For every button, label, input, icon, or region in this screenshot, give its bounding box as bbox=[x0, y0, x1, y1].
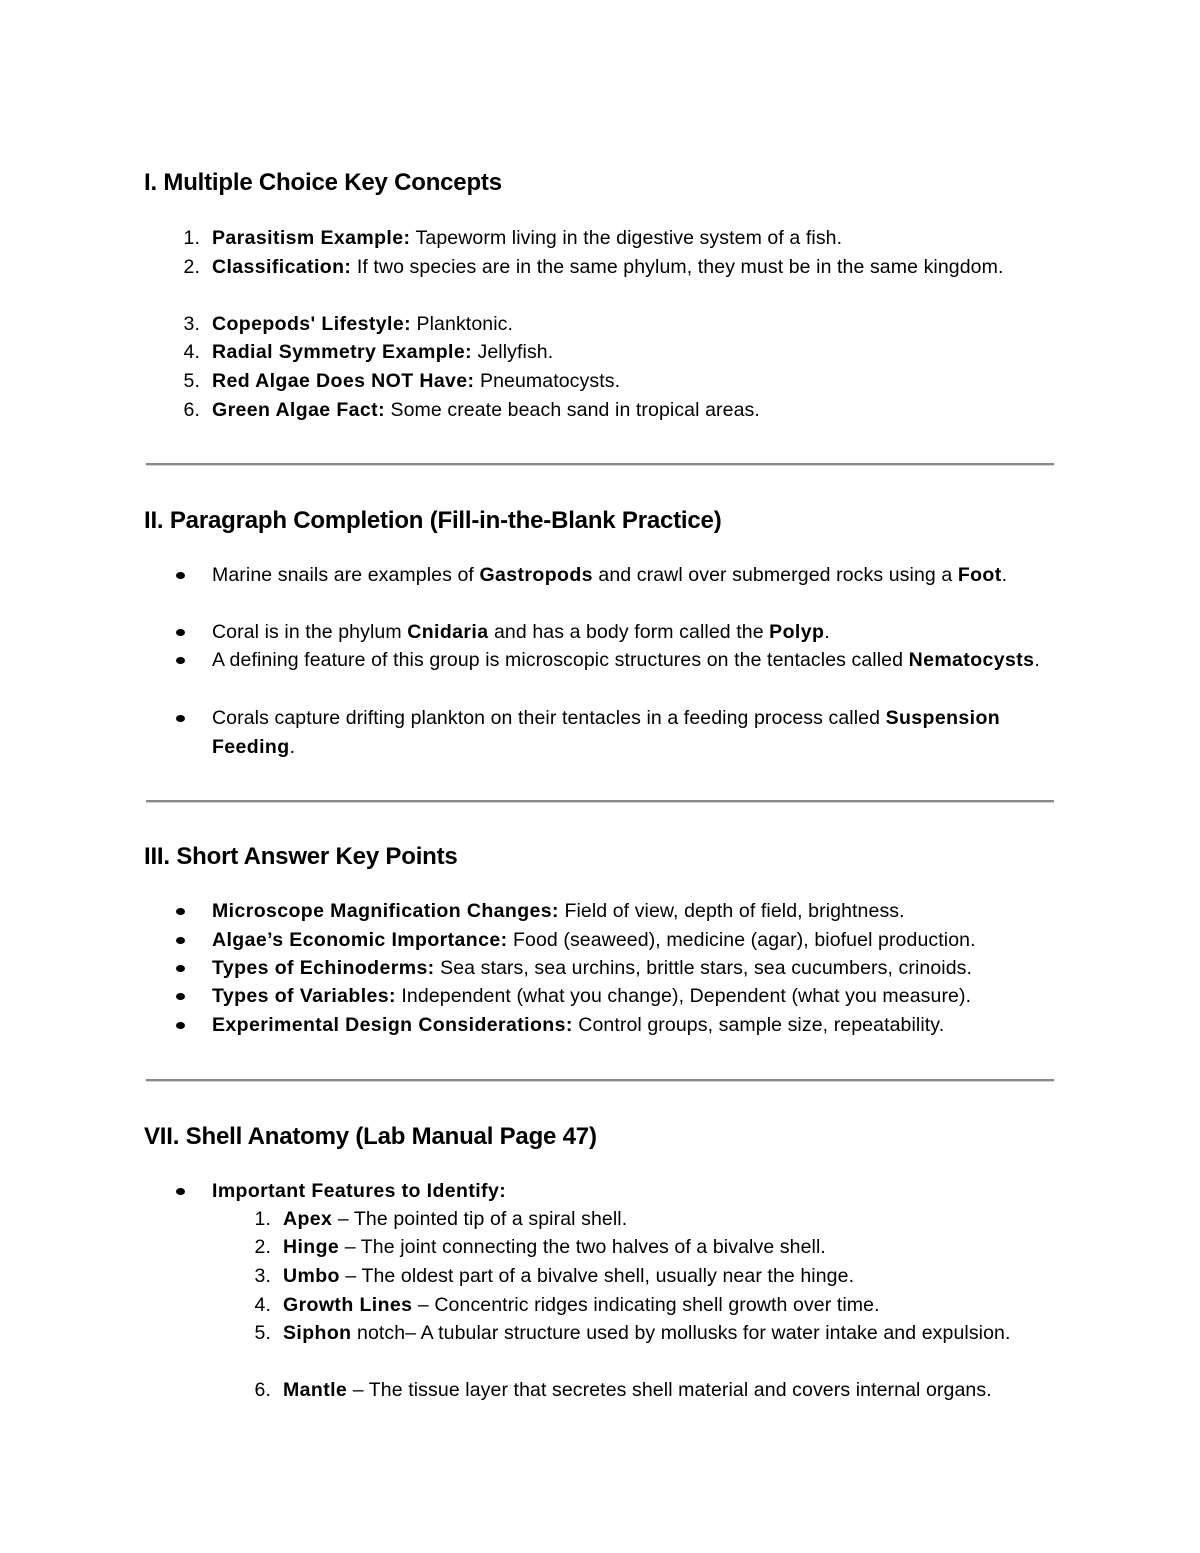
bullet-icon bbox=[176, 908, 185, 915]
sub-list-item: 2. Hinge – The joint connecting the two halves of a bivalve shell. bbox=[254, 1236, 826, 1258]
list-item: Important Features to Identify: bbox=[212, 1177, 1052, 1206]
divider bbox=[146, 1079, 1054, 1082]
list-item: 5. Red Algae Does NOT Have: Pneumatocysts. bbox=[183, 370, 621, 392]
list-item: Coral is in the phylum Cnidaria and has a body form called the Polyp. bbox=[212, 618, 1052, 647]
list-item: Algae’s Economic Importance: Food (seaweed), medicine (agar), biofuel production. bbox=[212, 926, 1052, 955]
section-3-heading: III. Short Answer Key Points bbox=[144, 843, 458, 870]
sub-list-item: 5. Siphon notch– A tubular structure used by mollusks for water intake and expulsion. bbox=[254, 1322, 1011, 1344]
bullet-icon bbox=[176, 572, 185, 579]
list-item: Types of Variables: Independent (what you change), Dependent (what you measure). bbox=[212, 982, 1052, 1011]
bullet-icon bbox=[176, 965, 185, 972]
list-item: A defining feature of this group is microscopic structures on the tentacles called Nematocysts. bbox=[212, 646, 1052, 675]
sub-list-item: 4. Growth Lines – Concentric ridges indicating shell growth over time. bbox=[254, 1294, 880, 1316]
bullet-icon bbox=[176, 993, 185, 1000]
sub-list-item: 6. Mantle – The tissue layer that secretes shell material and covers internal organs. bbox=[254, 1379, 992, 1401]
bullet-icon bbox=[176, 715, 185, 722]
section-2-heading: II. Paragraph Completion (Fill-in-the-Blank Practice) bbox=[144, 507, 722, 534]
list-item: 3. Copepods' Lifestyle: Planktonic. bbox=[183, 313, 514, 335]
bullet-icon bbox=[176, 1188, 185, 1195]
list-item: 1. Parasitism Example: Tapeworm living in the digestive system of a fish. bbox=[183, 227, 843, 249]
divider bbox=[146, 800, 1054, 803]
list-item: Experimental Design Considerations: Control groups, sample size, repeatability. bbox=[212, 1011, 1052, 1040]
sub-list-item: 3. Umbo – The oldest part of a bivalve shell, usually near the hinge. bbox=[254, 1265, 855, 1287]
sub-list-item: 1. Apex – The pointed tip of a spiral shell. bbox=[254, 1208, 628, 1230]
list-item: Types of Echinoderms: Sea stars, sea urchins, brittle stars, sea cucumbers, crinoids. bbox=[212, 954, 1052, 983]
bullet-icon bbox=[176, 937, 185, 944]
section-1-heading: I. Multiple Choice Key Concepts bbox=[144, 169, 502, 196]
list-item: Marine snails are examples of Gastropods and crawl over submerged rocks using a Foot. bbox=[212, 561, 1052, 590]
list-item: 2. Classification: If two species are in the same phylum, they must be in the same kingdom. bbox=[183, 256, 1004, 278]
bullet-icon bbox=[176, 629, 185, 636]
list-item: 4. Radial Symmetry Example: Jellyfish. bbox=[183, 341, 554, 363]
bullet-icon bbox=[176, 657, 185, 664]
section-4-heading: VII. Shell Anatomy (Lab Manual Page 47) bbox=[144, 1123, 597, 1150]
list-item: Microscope Magnification Changes: Field of view, depth of field, brightness. bbox=[212, 897, 1052, 926]
bullet-icon bbox=[176, 1022, 185, 1029]
list-item: Corals capture drifting plankton on their tentacles in a feeding process called Suspension Feeding. bbox=[212, 704, 1052, 761]
divider bbox=[146, 463, 1054, 466]
list-item: 6. Green Algae Fact: Some create beach sand in tropical areas. bbox=[183, 399, 760, 421]
